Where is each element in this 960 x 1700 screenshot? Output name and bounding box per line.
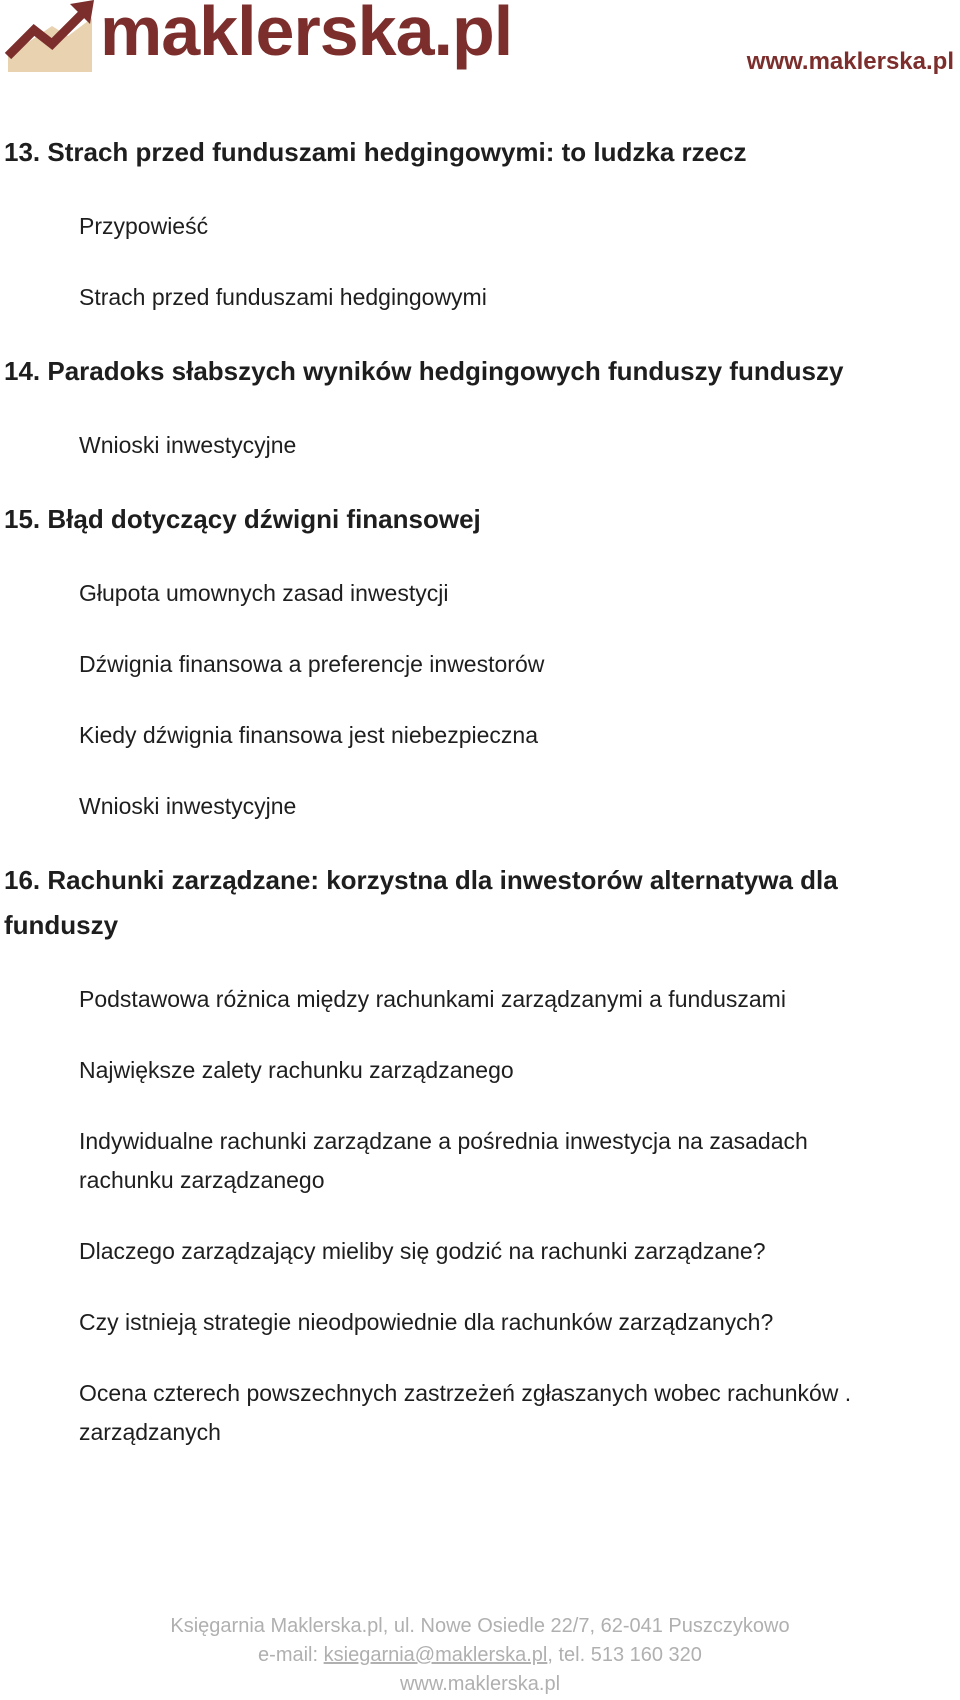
chapter-heading: 13. Strach przed funduszami hedgingowymi: to ludzka rzecz <box>4 137 747 167</box>
section-entry: Głupota umownych zasad inwestycji <box>79 580 449 606</box>
footer-contact <box>0 1641 960 1670</box>
footer-url[interactable]: www.maklerska.pl <box>399 1673 561 1695</box>
section-entry: Ocena czterech powszechnych zastrzeżeń zgłaszanych wobec rachunków . zarządzanych <box>79 1380 852 1445</box>
section-entry: Indywidualne rachunki zarządzane a pośrednia inwestycja na zasadach rachunku zarządzanego <box>79 1128 808 1193</box>
section-entry: Strach przed funduszami hedgingowymi <box>79 284 487 310</box>
page-footer <box>0 1612 960 1699</box>
section-entry: Wnioski inwestycyjne <box>79 432 297 458</box>
section-entry: Przypowieść <box>79 213 209 239</box>
section-entry: Czy istnieją strategie nieodpowiednie dla rachunków zarządzanych? <box>79 1309 774 1335</box>
section-entry: Dźwignia finansowa a preferencje inwestorów <box>79 651 545 677</box>
chapter-heading: 16. Rachunki zarządzane: korzystna dla inwestorów alternatywa dla funduszy <box>4 865 838 940</box>
header-url[interactable]: www.maklerska.pl <box>746 48 954 75</box>
chapter-heading: 14. Paradoks słabszych wyników hedgingowych funduszy funduszy <box>4 356 844 386</box>
section-entry: Podstawowa różnica między rachunkami zarządzanymi a funduszami <box>79 986 786 1012</box>
logo-text: maklerska.pl <box>100 0 513 70</box>
section-entry: Kiedy dźwignia finansowa jest niebezpieczna <box>79 722 539 748</box>
footer-email-link[interactable]: ksiegarnia@maklerska.pl <box>323 1644 548 1666</box>
section-entry: Największe zalety rachunku zarządzanego <box>79 1057 514 1083</box>
table-of-contents <box>4 130 904 1484</box>
footer-email-label: e-mail: <box>258 1644 324 1666</box>
footer-phone: , tel. 513 160 320 <box>547 1644 702 1666</box>
rising-chart-arrow-icon <box>4 0 94 72</box>
chapter-heading: 15. Błąd dotyczący dźwigni finansowej <box>4 504 481 534</box>
footer-address: Księgarnia Maklerska.pl, ul. Nowe Osiedle 22/7, 62-041 Puszczykowo <box>170 1615 790 1637</box>
section-entry: Wnioski inwestycyjne <box>79 793 297 819</box>
page-header <box>0 0 960 90</box>
section-entry: Dlaczego zarządzający mieliby się godzić na rachunki zarządzane? <box>79 1238 766 1264</box>
